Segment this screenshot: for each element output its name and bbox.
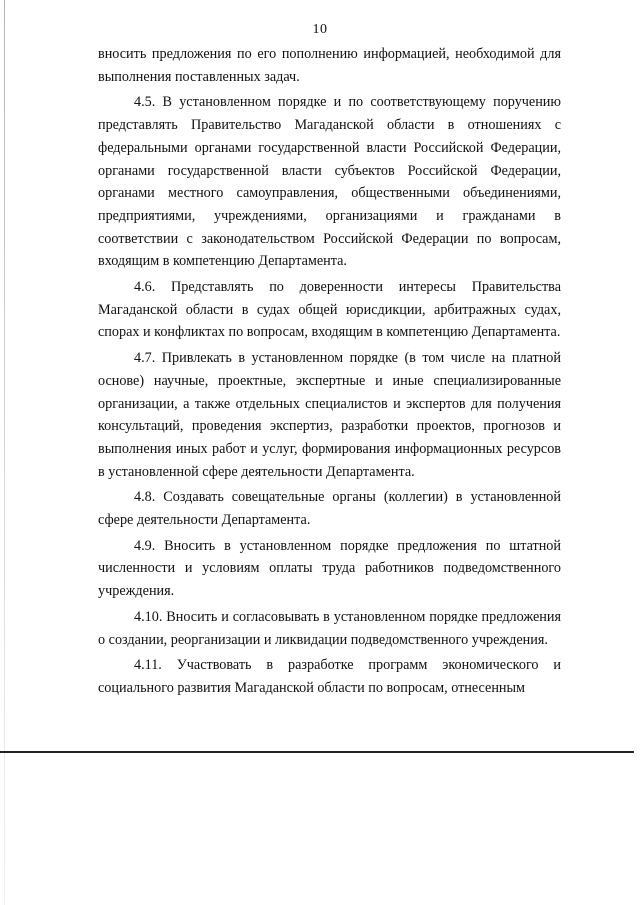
paragraph-4-5: 4.5. В установленном порядке и по соответствующему поручению представлять Правительство Магаданской области в отношениях с федеральными органами государственной власти Российской Федерации, органами государственной власти субъектов Российской Федерации, органами местного самоуправления, общественными объединениями, предприятиями, учреждениями, организациями и гражданами в соответствии с законодательством Российской Федерации по вопросам, входящим в компетенцию Департамента. [98,94,561,270]
paragraph-4-6: 4.6. Представлять по доверенности интересы Правительства Магаданской области в судах общей юрисдикции, арбитражных судах, спорах и конфликтах по вопросам, входящим в компетенцию Департамента. [98,279,561,341]
paragraph-4-7: 4.7. Привлекать в установленном порядке (в том числе на платной основе) научные, проектные, экспертные и иные специализированные организации, а также отдельных специалистов и экспертов для получения консультаций, проведения экспертиз, разработки проектов, прогнозов и выполнения иных работ и услуг, формирования информационных ресурсов в установленной сфере деятельности Департамента. [98,350,561,480]
page-number: 10 [312,22,328,37]
scan-edge-shadow [4,0,5,905]
document-body [98,43,561,703]
scan-divider-line [0,751,634,753]
paragraph-4-8: 4.8. Создавать совещательные органы (коллегии) в установленной сфере деятельности Департамента. [98,489,561,529]
paragraph-4-10: 4.10. Вносить и согласовывать в установленном порядке предложения о создании, реорганизации и ликвидации подведомственного учреждения. [98,608,561,648]
paragraph-continuation: вносить предложения по его пополнению информацией, необходимой для выполнения поставленных задач. [98,46,561,85]
paragraph-4-9: 4.9. Вносить в установленном порядке предложения по штатной численности и условиям оплаты труда работников подведомственного учреждения. [98,537,561,600]
paragraph-4-11: 4.11. Участвовать в разработке программ экономического и социального развития Магаданской области по вопросам, отнесенным [98,657,561,696]
